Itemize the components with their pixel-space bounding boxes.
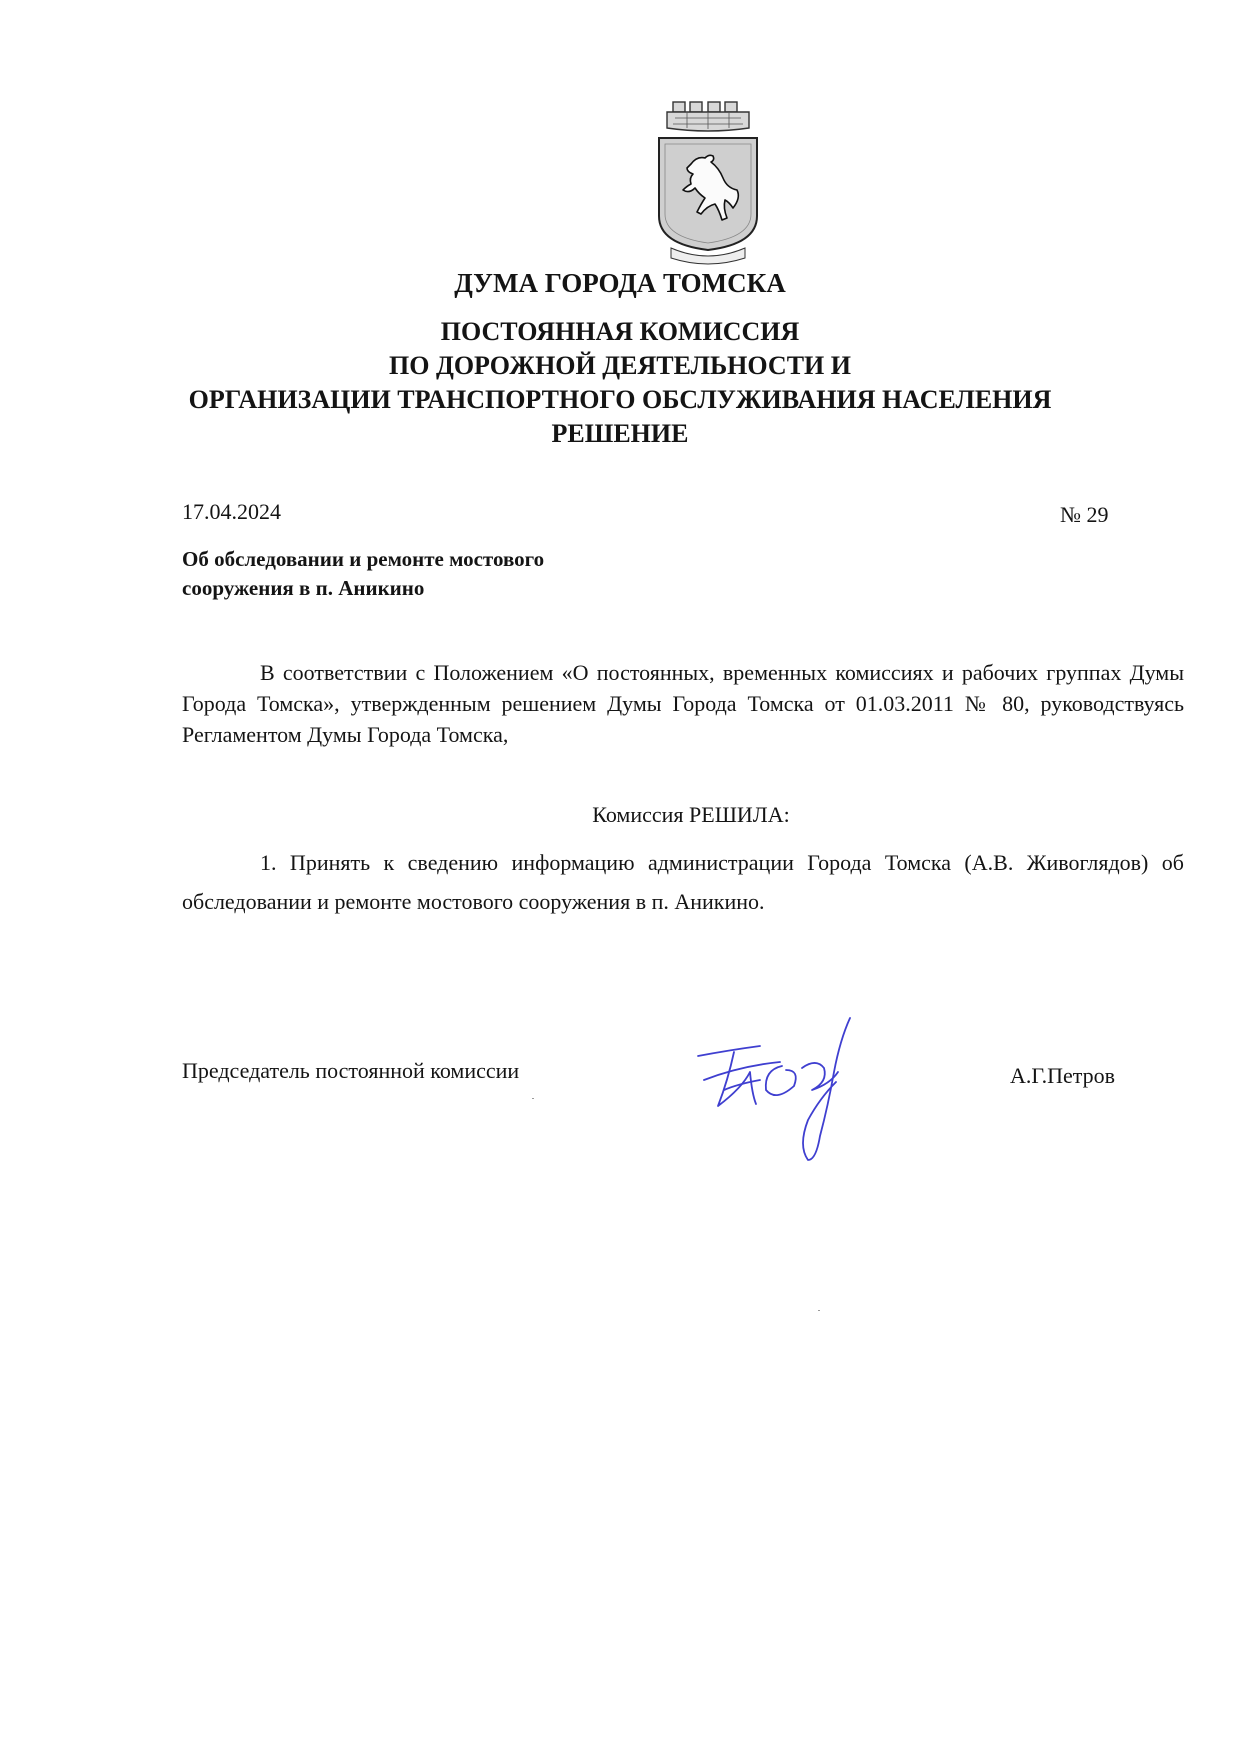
signatory-name: А.Г.Петров: [1010, 1063, 1116, 1088]
commission-title-line-3: ОРГАНИЗАЦИИ ТРАНСПОРТНОГО ОБСЛУЖИВАНИЯ НАСЕЛЕНИЯ: [188, 385, 1052, 414]
commission-title-line-2: ПО ДОРОЖНОЙ ДЕЯТЕЛЬНОСТИ И: [389, 351, 851, 380]
decision-item-1: 1. Принять к сведению информацию администрации Города Томска (А.В. Живоглядов) об обследовании и ремонте мостового сооружения в п. Аникино.: [182, 850, 1184, 914]
decision-date: 17.04.2024: [182, 499, 281, 524]
handwritten-signature: [690, 1010, 900, 1180]
commission-title-line-1: ПОСТОЯННАЯ КОМИССИЯ: [440, 317, 800, 346]
organization-title: ДУМА ГОРОДА ТОМСКА: [454, 268, 786, 298]
subject-line-2: сооружения в п. Аникино: [182, 576, 425, 600]
tomsk-coat-of-arms-icon: [653, 98, 763, 266]
preamble-paragraph: В соответствии с Положением «О постоянных, временных комиссиях и рабочих группах Думы Города Томска», утвержденным решением Думы Города Томска от 01.03.2011 № 80, руководствуясь Регламентом Думы Города Томска,: [182, 660, 1184, 747]
decision-subject: [182, 545, 544, 603]
decision-number: № 29: [1060, 502, 1109, 527]
subject-line-1: Об обследовании и ремонте мостового: [182, 547, 545, 571]
scan-speck: [818, 1310, 820, 1311]
signatory-title: Председатель постоянной комиссии: [182, 1058, 520, 1083]
resolved-heading: Комиссия РЕШИЛА:: [592, 802, 790, 827]
scan-speck: [532, 1098, 534, 1099]
document-type: РЕШЕНИЕ: [551, 419, 689, 448]
